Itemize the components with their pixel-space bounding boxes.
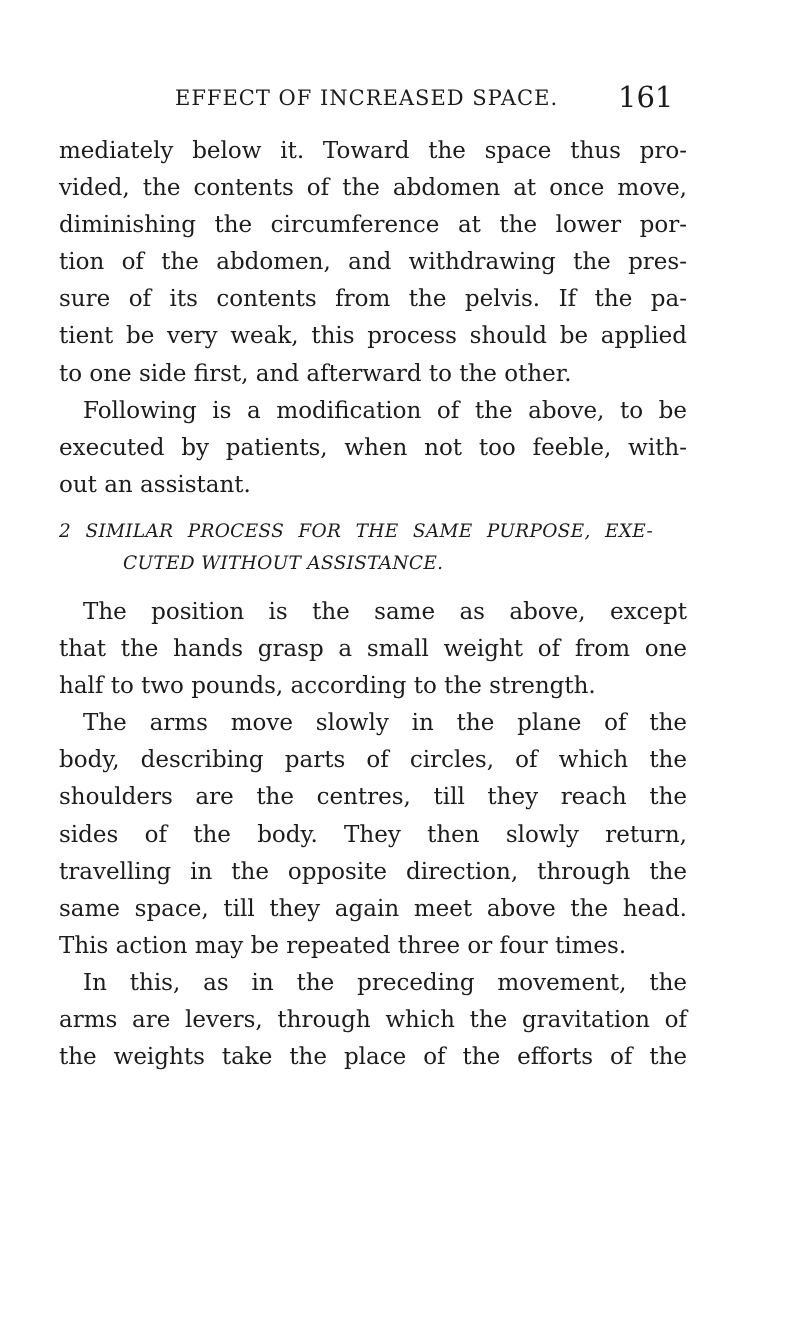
page-body — [59, 133, 687, 1076]
text-line: body, describing parts of circles, of which the — [59, 747, 687, 774]
text-line: that the hands grasp a small weight of from one — [59, 636, 687, 663]
text-line: tion of the abdomen, and withdrawing the pres- — [59, 249, 687, 276]
text-line: vided, the contents of the abdomen at once move, — [59, 175, 687, 202]
text-line: mediately below it. Toward the space thus pro- — [59, 138, 687, 164]
text-line: Following is a modification of the above, to be — [83, 397, 687, 424]
paragraph-5 — [59, 965, 687, 1076]
paragraph-3 — [59, 594, 687, 705]
text-line: In this, as in the preceding movement, the — [83, 969, 687, 996]
text-line: executed by patients, when not too feeble, with- — [59, 434, 687, 461]
text-line: travelling in the opposite direction, through the — [59, 858, 687, 885]
text-line: to one side first, and afterward to the other. — [59, 360, 572, 387]
text-line: diminishing the circumference at the lower por- — [59, 212, 687, 239]
text-line: the weights take the place of the efforts of the — [59, 1044, 687, 1071]
heading-line: CUTED WITHOUT ASSISTANCE. — [123, 552, 444, 574]
text-line: The position is the same as above, except — [83, 598, 687, 625]
running-head: EFFECT OF INCREASED SPACE. — [175, 86, 559, 110]
text-line: same space, till they again meet above the head. — [59, 895, 687, 922]
text-line: sure of its contents from the pelvis. If the pa- — [59, 286, 687, 313]
paragraph-4 — [59, 705, 687, 965]
paragraph-2 — [59, 393, 687, 504]
text-line: half to two pounds, according to the strength. — [59, 673, 596, 700]
text-line: arms are levers, through which the gravitation of — [59, 1006, 687, 1033]
text-line: The arms move slowly in the plane of the — [83, 710, 687, 737]
text-line: shoulders are the centres, till they reach the — [59, 784, 687, 811]
paragraph-1 — [59, 133, 687, 393]
text-line: sides of the body. They then slowly return, — [59, 821, 687, 848]
text-line: This action may be repeated three or four times. — [59, 932, 627, 959]
text-line: tient be very weak, this process should be applied — [59, 323, 687, 350]
text-line: out an assistant. — [59, 471, 251, 498]
page-header — [0, 80, 800, 120]
section-heading — [59, 516, 687, 580]
heading-line: 2 SIMILAR PROCESS FOR THE SAME PURPOSE, EXE- — [59, 520, 653, 542]
page-number: 161 — [618, 80, 674, 114]
